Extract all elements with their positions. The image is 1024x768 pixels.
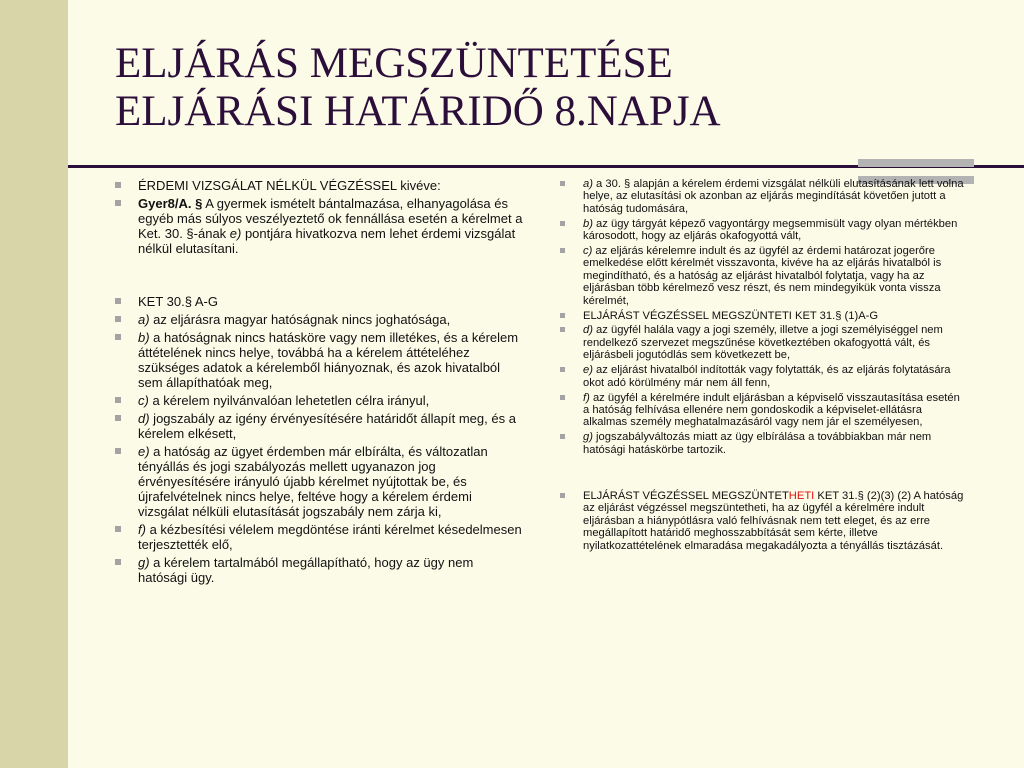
right-bullet-list — [560, 178, 968, 555]
list-item — [560, 364, 968, 389]
title-line-2: ELJÁRÁSI HATÁRIDŐ 8.NAPJA — [115, 88, 721, 135]
list-item — [115, 330, 525, 390]
item-text: KET 30.§ A-G — [138, 294, 218, 309]
list-item — [115, 178, 525, 193]
decorative-left-band — [0, 0, 68, 768]
square-bullet-icon — [115, 298, 121, 304]
item-letter: a) — [138, 312, 150, 327]
item-letter: e) — [583, 364, 593, 377]
item-text: az eljárásra magyar hatóságnak nincs joghatósága, — [149, 312, 451, 327]
item-letter: g) — [138, 555, 150, 570]
item-letter: e) — [138, 444, 150, 459]
item-text: a hatóságnak nincs hatásköre vagy nem illetékes, és a kérelem áttételének nincs helye, továbbá ha a kérelem áttételéhez szükséges adatok a kérelemből hiányoznak, és azok hivatalból sem állapíthatóak meg, — [138, 330, 519, 390]
item-letter: f) — [138, 522, 146, 537]
item-letter: c) — [583, 245, 593, 258]
list-item — [115, 294, 525, 309]
list-item — [115, 196, 525, 256]
item-letter: f) — [583, 391, 590, 404]
left-bullet-list — [115, 178, 525, 588]
item-letter: d) — [583, 324, 593, 337]
item-text: jogszabályváltozás miatt az ügy elbírálása a továbbiakban már nem hatósági hatáskörbe tartozik. — [583, 431, 932, 456]
list-item — [560, 324, 968, 361]
square-bullet-icon — [115, 182, 121, 188]
list-item — [115, 393, 525, 408]
list-item — [560, 178, 968, 215]
list-item — [560, 218, 968, 243]
item-text: jogszabály az igény érvényesítésére határidőt állapít meg, és a kérelem elkésett, — [138, 411, 516, 441]
item-text: az ügyfél halála vagy a jogi személy, illetve a jogi személyiséggel nem rendelkező szervezet megszűnése következtében okafogyottá vált, és eljárásbeli jogutódlás sem következett be, — [583, 324, 943, 362]
square-bullet-icon — [560, 181, 565, 186]
item-text: a kézbesítési vélelem megdöntése iránti kérelmet késedelmesen terjesztették elő, — [138, 522, 522, 552]
square-bullet-icon — [560, 313, 565, 318]
square-bullet-icon — [115, 559, 121, 565]
item-text: az ügyfél a kérelmére indult eljárásban a képviselő visszautasítása esetén a hatóság felhívása ellenére nem gondoskodik a képviselet-ellátásra alkalmas személy meghatalmazásáról vagy nem jár el személyesen, — [583, 391, 960, 429]
item-text: ELJÁRÁST VÉGZÉSSEL MEGSZÜNTETI KET 31.§ (1)A-G — [583, 309, 879, 322]
item-text: az eljárást hivatalból indították vagy folytatták, és az eljárás folytatására okot adó körülmény már nem áll fenn, — [583, 364, 951, 389]
list-item — [560, 431, 968, 456]
item-text-cont: pontjára hivatkozva nem lehet érdemi vizsgálat nélkül elutasítani. — [138, 226, 516, 256]
square-bullet-icon — [115, 526, 121, 532]
square-bullet-icon — [560, 493, 565, 498]
title-line-1: ELJÁRÁS MEGSZÜNTETÉSE — [115, 40, 673, 87]
square-bullet-icon — [115, 415, 121, 421]
list-item — [560, 490, 968, 552]
list-item — [115, 444, 525, 519]
square-bullet-icon — [560, 434, 565, 439]
list-item — [115, 411, 525, 441]
decorative-bar — [858, 159, 974, 167]
item-text: A gyermek ismételt bántalmazása, elhanyagolása és egyéb más súlyos veszélyeztető ok fennállása esetén a kérelmet a Ket. 30. §-ának — [138, 196, 523, 241]
item-text: az ügy tárgyát képező vagyontárgy megsemmisült vagy olyan mértékben károsodott, hogy az eljárás okafogyottá vált, — [583, 217, 958, 243]
list-item — [115, 312, 525, 327]
list-item — [115, 522, 525, 552]
item-text: a kérelem nyilvánvalóan lehetetlen célra irányul, — [148, 393, 430, 408]
list-item — [560, 245, 968, 307]
item-text: ELJÁRÁST VÉGZÉSSEL MEGSZÜNTET — [583, 490, 789, 503]
square-bullet-icon — [560, 248, 565, 253]
item-text: a hatóság az ügyet érdemben már elbírálta, és változatlan tényállás és jogi szabályozás mellett ugyanazon jog érvényesítésére irányuló újabb kérelmet nyújtottak be, és újrafelvételnek nincs helye, feltéve hogy a kérelem érdemi vizsgálat nélküli elutasítását jogszabály nem zárja ki, — [138, 444, 488, 519]
square-bullet-icon — [115, 334, 121, 340]
list-item — [560, 310, 968, 322]
item-text: a kérelem tartalmából megállapítható, hogy az ügy nem hatósági ügy. — [138, 555, 474, 585]
square-bullet-icon — [115, 397, 121, 403]
list-item — [115, 555, 525, 585]
item-letter: d) — [138, 411, 150, 426]
item-letter: b) — [138, 330, 150, 345]
item-letter: b) — [583, 217, 593, 230]
item-text: a 30. § alapján a kérelem érdemi vizsgálat nélküli elutasításának lett volna helye, az elutasítási ok azonban az eljárás megindítását követően jutott a hatóság tudomására, — [583, 178, 964, 215]
item-letter: a) — [583, 178, 593, 190]
item-bold-ref: Gyer8/A. § — [138, 196, 203, 211]
square-bullet-icon — [560, 221, 565, 226]
list-item — [560, 392, 968, 429]
highlighted-text: HETI — [788, 490, 815, 503]
item-text: ÉRDEMI VIZSGÁLAT NÉLKÜL VÉGZÉSSEL kivéve: — [138, 178, 441, 193]
item-letter: g) — [583, 431, 593, 444]
square-bullet-icon — [115, 200, 121, 206]
item-letter: e) — [229, 226, 242, 241]
square-bullet-icon — [560, 327, 565, 332]
slide-title — [115, 40, 995, 136]
square-bullet-icon — [115, 316, 121, 322]
square-bullet-icon — [115, 448, 121, 454]
square-bullet-icon — [560, 367, 565, 372]
item-text: az eljárás kérelemre indult és az ügyfél az érdemi határozat jogerőre emelkedése előtt kérelmét visszavonta, kivéve ha az eljárás hivatalból is megindítható, és a hatóság az eljárást hivatalból folytatja, vagy ha az eljárásban több kérelmező vesz részt, és nem mindegyikük vonta vissza kérelmét, — [583, 245, 942, 307]
square-bullet-icon — [560, 395, 565, 400]
item-letter: c) — [138, 393, 149, 408]
item-text-cont: KET 31.§ (2)(3) (2) A hatóság az eljárást végzéssel megszüntetheti, ha az ügyfél a kérelmére indult eljárásban a hiánypótlásra való felhívásnak nem tett eleget, és az erre megállapított határidő meghosszabbítását sem kérte, illetve nyilatkozattételének elmaradása megakadályozta a tényállás tisztázását. — [583, 490, 964, 552]
